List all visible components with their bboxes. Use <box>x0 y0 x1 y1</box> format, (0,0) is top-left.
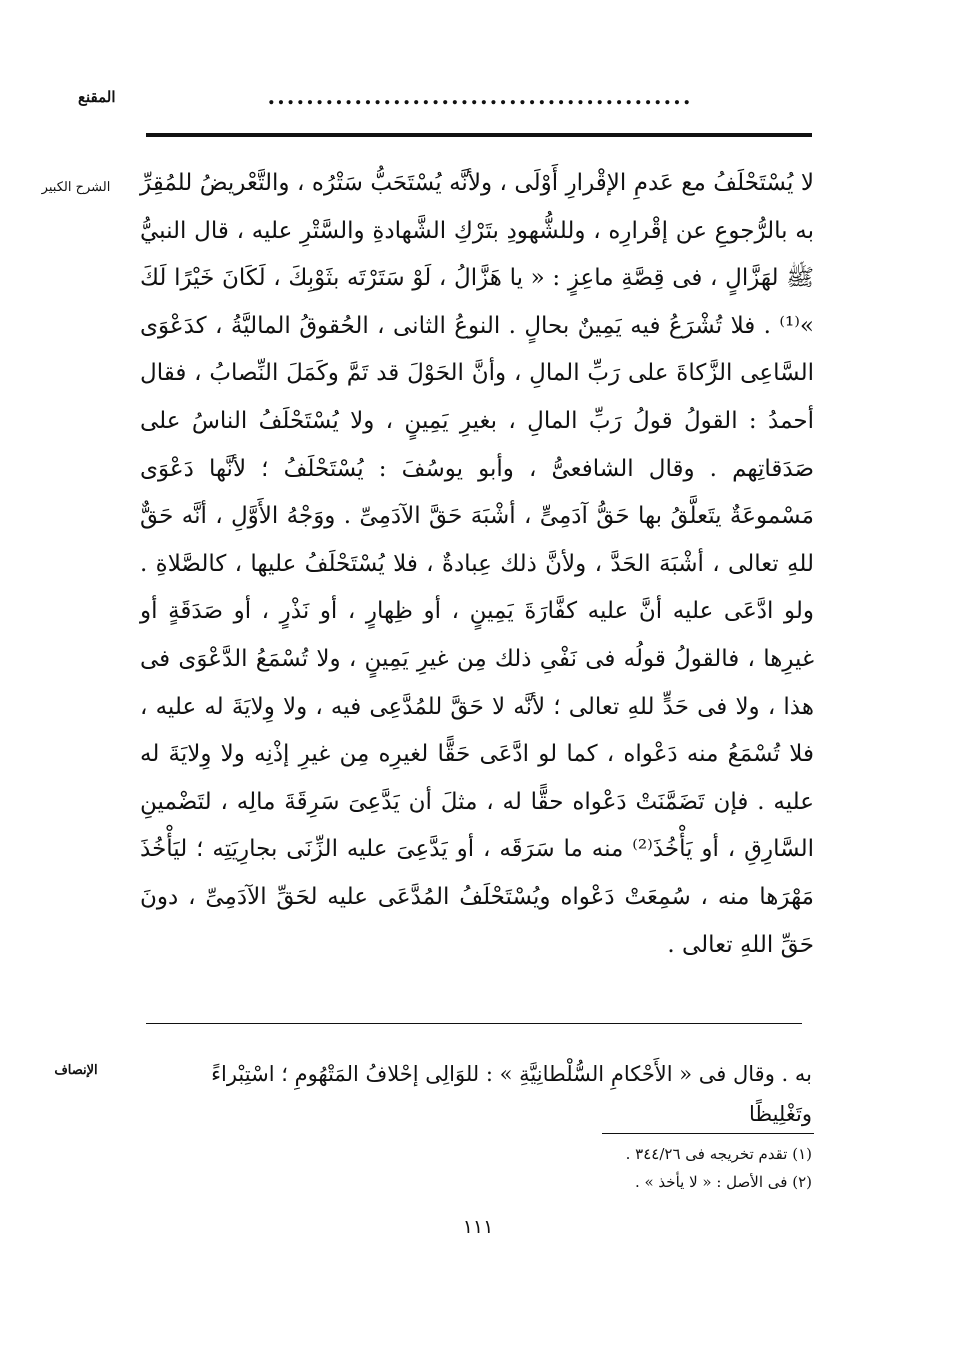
insaf-text: به . وقال فى « الأَحْكامِ السُّلْطانِيَّةِ » : للوَالِى إحْلافُ المَتْهُومِ ؛ اسْتِبْراءً وتَغْلِيظًا <box>211 1062 812 1126</box>
side-label-insaf: الإنصاف <box>54 1063 98 1078</box>
footnote-2: (٢) فى الأصل : « لا يأخذ » . <box>634 1173 812 1191</box>
header-title: المقنع <box>78 88 116 106</box>
footnotes <box>400 1140 812 1196</box>
header-rule <box>146 133 812 137</box>
header-dotted-leader: ............................................ <box>267 84 693 110</box>
footnote-1: (١) تقدم تخريجه فى ٣٤٤/٢٦ . <box>625 1145 812 1163</box>
footnote-rule <box>602 1133 814 1134</box>
section-divider <box>146 1023 802 1024</box>
main-commentary-text: لا يُسْتَحْلَفُ مع عَدمِ الإقْرارِ أَوْلَى ، ولأنَّه يُسْتَحَبُّ سَتْرُه ، والتَّعْريضُ للمُقِرِّ به بالرُّجوعِ عن إقْرارِه ، وللشُّهودِ بتَرْكِ الشَّهادةِ والسَّتْرِ عليه ، قال النبيُّ ﷺ لهَزَّالٍ ، فى قِصَّةِ ماعِزٍ : « يا هَزَّالُ ، لَوْ سَتَرْتَه بثَوْبِكَ ، لَكَانَ خَيْرًا لَكَ »⁽¹⁾ . فلا تُشْرَعُ فيه يَمِينٌ بحالٍ . النوعُ الثانى ، الحُقوقُ الماليَّةُ ، كدَعْوَى السَّاعِى الزَّكاةَ على رَبِّ المالِ ، وأنَّ الحَوْلَ قد تَمَّ وكَمَلَ النِّصابُ ، فقال أحمدُ : القولُ قولُ رَبِّ المالِ ، بغيرِ يَمِينٍ ، ولا يُسْتَحْلَفُ الناسُ على صَدَقاتِهم . وقال الشافعىُّ ، وأبو يوسُفَ : يُسْتَحْلَفُ ؛ لأنَّها دَعْوَى مَسْموعَةٌ يتَعلَّقُ بها حَقُّ آدَمِىٍّ ، أشْبَهَ حَقَّ الآدَمِىِّ . ووَجْهُ الأَوَّلِ ، أنَّه حَقٌّ للهِ تعالى ، أشْبَهَ الحَدَّ ، ولأنَّ ذلك عِبادةٌ ، فلا يُسْتَحْلَفُ عليها ، كالصَّلاةِ . ولو ادَّعَى عليه أنَّ عليه كفَّارَةَ يَمِينٍ ، أو ظِهارٍ ، أو نَذْرٍ ، أو صَدَقَةٍ أو غيرِها ، فالقولُ قولُه فى نَفْىِ ذلك مِن غيرِ يَمِينٍ ، ولا تُسْمَعُ الدَّعْوَى فى هذا ، ولا فى حَدٍّ للهِ تعالى ؛ لأنَّه لا حَقَّ للمُدَّعِى فيه ، ولا وِلايَةَ له عليه ، فلا تُسْمَعُ منه دَعْواه ، كما لو ادَّعَى حَقًّا لغيرِه مِن غيرِ إذْنِه ولا وِلايَةَ له عليه . فإن تَضَمَّنَتْ دَعْواه حقًّا له ، مثلَ أن يَدَّعِىَ سَرِقَةَ مالِه ، لتَضْمينِ السَّارِقِ ، أو يَأْخُذَ⁽²⁾ منه ما سَرَقَه ، أو يَدَّعِىَ عليه الزِّنَى بجارِيَتِه ؛ ليَأْخُذَ مَهْرَها منه ، سُمِعَتْ دَعْواه ويُسْتَحْلَفُ المُدَّعَى عليه لحَقِّ الآدَمِىِّ ، دونَ حَقِّ اللهِ تعالى . <box>140 170 815 958</box>
page-number: ١١١ <box>462 1216 494 1238</box>
side-label-sharh: الشرح الكبير <box>41 180 111 195</box>
